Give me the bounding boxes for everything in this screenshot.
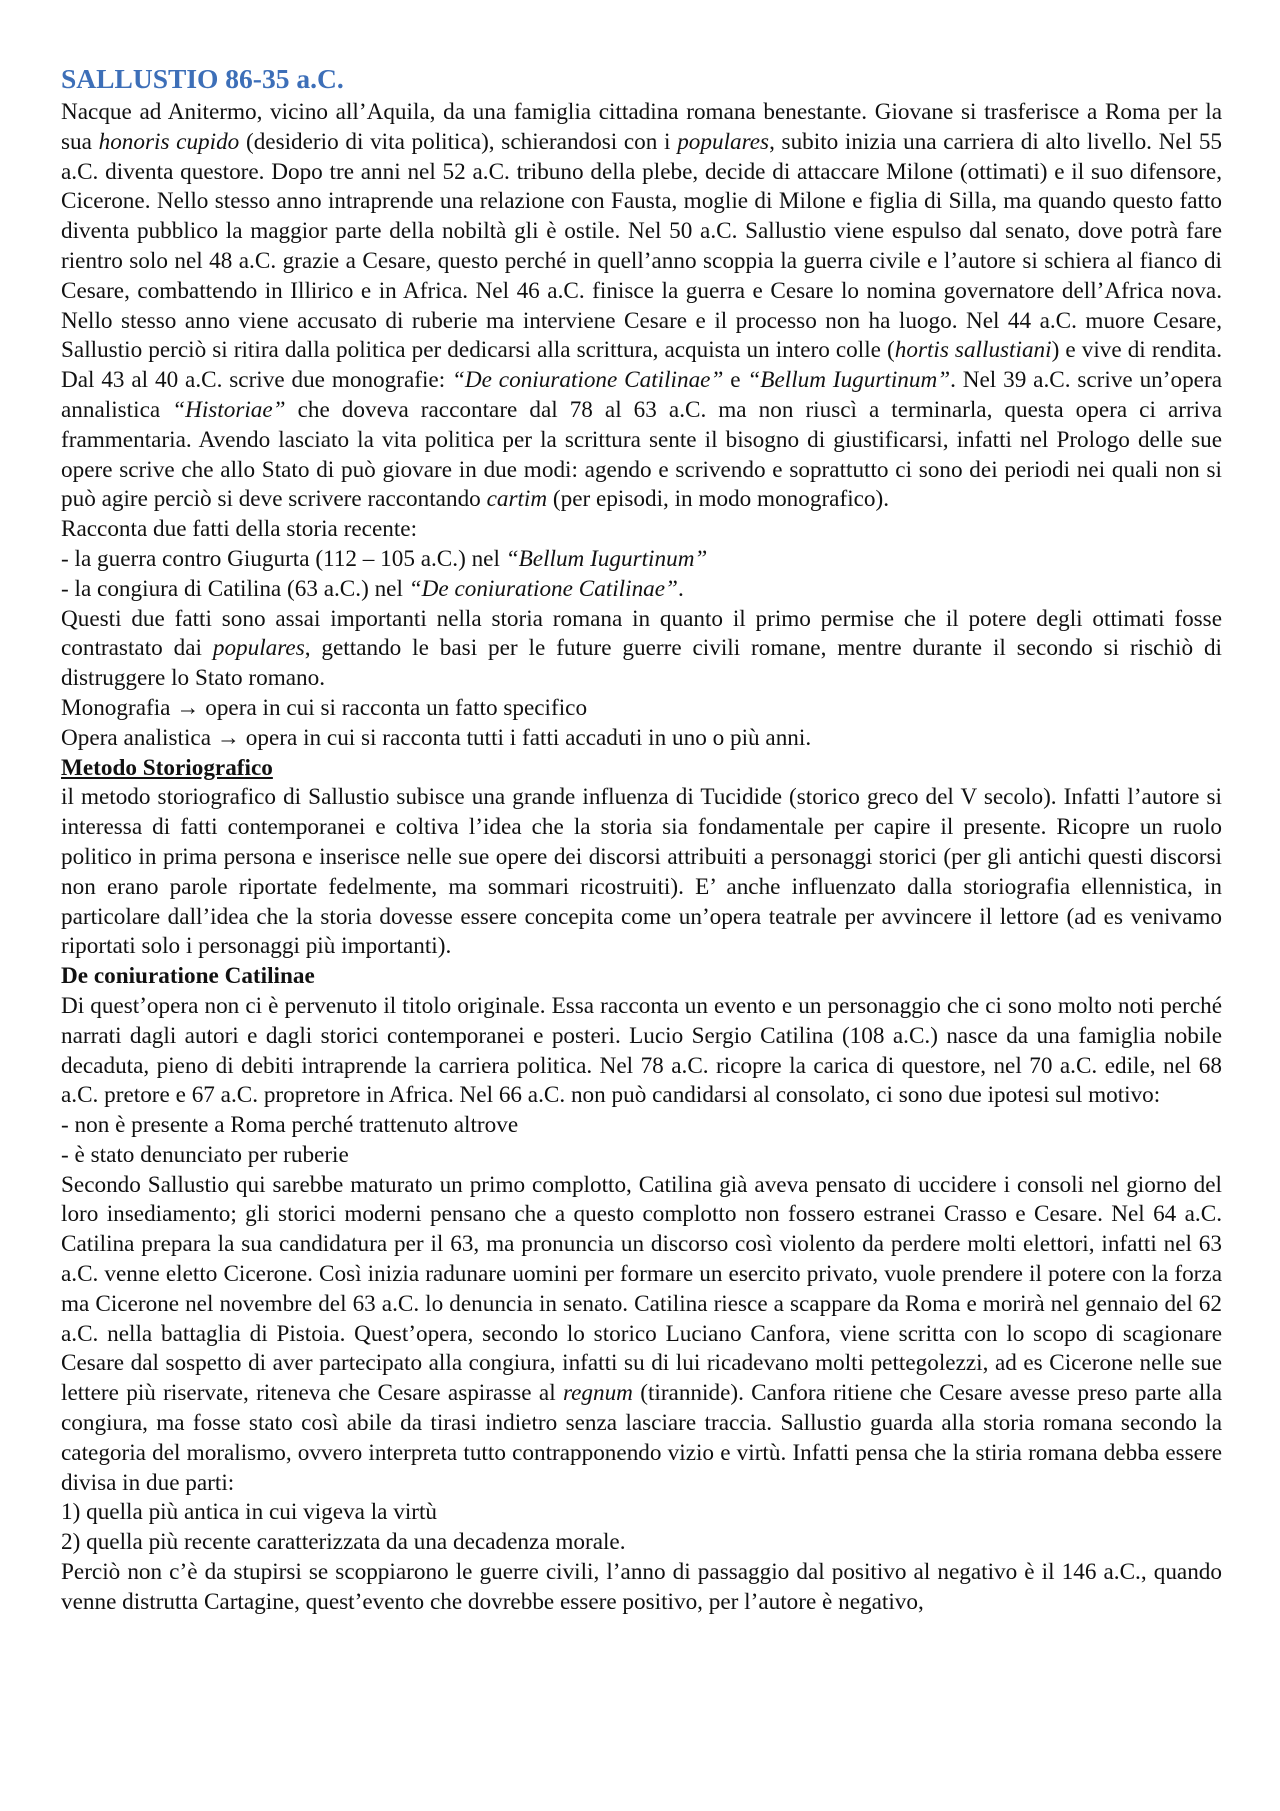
facts-intro: Racconta due fatti della storia recente: (61, 516, 418, 543)
fact-item-catilina: - la congiura di Catilina (63 a.C.) nel “De coniuratione Catilinae”. (61, 575, 684, 602)
definition-monografia: Monografia → opera in cui si racconta un fatto specifico (61, 694, 588, 721)
catilinae-paragraph-2: Secondo Sallustio qui sarebbe maturato un primo complotto, Catilina già aveva pensato di uccidere i consoli nel giorno del loro insediamento; gli storici moderni pensano che a questo complotto non fossero estranei Crasso e Cesare. Nel 64 a.C. Catilina prepara la sua candidatura per il 63, ma pronuncia un discorso così violento da perdere molti elettori, infatti nel 63 a.C. venne eletto Cicerone. Così inizia radunare uomini per formare un esercito privato, vuole prendere il potere con la forza ma Cicerone nel novembre del 63 a.C. lo denuncia in senato. Catilina riesce a scappare da Roma e morirà nel gennaio del 62 a.C. nella battaglia di Pistoia. Quest’opera, secondo lo storico Luciano Canfora, viene scritta con lo scopo di scagionare Cesare dal sospetto di aver partecipato alla congiura, infatti su di lui ricadevano molti pettegolezzi, ad es Cicerone nelle sue lettere più riservate, riteneva che Cesare aspirasse al regnum (tirannide). Canfora ritiene che Cesare avesse preso parte alla congiura, ma fosse stato così abile da tirasi indietro senza lasciare traccia. Sallustio guarda alla storia romana secondo la categoria del moralismo, ovvero interpreta tutto contrapponendo vizio e virtù. Infatti pensa che la stiria romana debba essere divisa in due parti: (61, 1171, 1222, 1496)
catilinae-paragraph-1: Di quest’opera non ci è pervenuto il titolo originale. Essa racconta un evento e un personaggio che ci sono molto noti perché narrati dagli autori e dagli storici contemporanei e posteri. Lucio Sergio Catilina (108 a.C.) nasce da una famiglia nobile decaduta, pieno di debiti intraprende la carriera politica. Nel 78 a.C. ricopre la carica di questore, nel 70 a.C. edile, nel 68 a.C. pretore e 67 a.C. propretore in Africa. Nel 66 a.C. non può candidarsi al consolato, ci sono due ipotesi sul motivo: (61, 992, 1222, 1109)
intro-paragraph: Nacque ad Anitermo, vicino all’Aquila, da una famiglia cittadina romana benestante. Giovane si trasferisce a Roma per la sua honoris cupido (desiderio di vita politica), schierandosi con i populares, subito inizia una carriera di alto livello. Nel 55 a.C. diventa questore. Dopo tre anni nel 52 a.C. tribuno della plebe, decide di attaccare Milone (ottimati) e il suo difensore, Cicerone. Nello stesso anno intraprende una relazione con Fausta, moglie di Milone e figlia di Silla, ma quando questo fatto diventa pubblico la maggior parte della nobiltà gli è ostile. Nel 50 a.C. Sallustio viene espulso dal senato, dove potrà fare rientro solo nel 48 a.C. grazie a Cesare, questo perché in quell’anno scoppia la guerra civile e l’autore si schiera al fianco di Cesare, combattendo in Illirico e in Africa. Nel 46 a.C. finisce la guerra e Cesare lo nomina governatore dell’Africa nova. Nello stesso anno viene accusato di ruberie ma interviene Cesare e il processo non ha luogo. Nel 44 a.C. muore Cesare, Sallustio perciò si ritira dalla politica per dedicarsi alla scrittura, acquista un intero colle (hortis sallustiani) e vive di rendita. Dal 43 al 40 a.C. scrive due monografie: “De coniuratione Catilinae” e “Bellum Iugurtinum”. Nel 39 a.C. scrive un’opera annalistica “Historiae” che doveva raccontare dal 78 al 63 a.C. ma non riuscì a terminarla, questa opera ci arriva frammentaria. Avendo lasciato la vita politica per la scrittura sente il bisogno di giustificarsi, infatti nel Prologo delle sue opere scrive che allo Stato di può giovare in due modi: agendo e scrivendo e soprattutto ci sono dei periodi nei quali non si può agire perciò si deve scrivere raccontando cartim (per episodi, in modo monografico). (61, 99, 1223, 513)
section-heading-catilinae: De coniuratione Catilinae (61, 963, 315, 990)
importance-paragraph: Questi due fatti sono assai importanti nella storia romana in quanto il primo permise che il potere degli ottimati fosse contrastato dai populares, gettando le basi per le future guerre civili romane, mentre durante il secondo si rischiò di distruggere lo Stato romano. (61, 605, 1222, 692)
definition-analistica: Opera analistica → opera in cui si racconta tutti i fatti accaduti in uno o più anni. (61, 724, 812, 751)
history-part-2: 2) quella più recente caratterizzata da una decadenza morale. (61, 1529, 626, 1556)
history-part-1: 1) quella più antica in cui vigeva la virtù (61, 1499, 438, 1526)
metodo-paragraph: il metodo storiografico di Sallustio subisce una grande influenza di Tucidide (storico greco del V secolo). Infatti l’autore si interessa di fatti contemporanei e coltiva l’idea che la storia sia fondamentale per capire il presente. Ricopre un ruolo politico in prima persona e inserisce nelle sue opere dei discorsi attribuiti a personaggi storici (per gli antichi questi discorsi non erano parole riportate fedelmente, ma sommari ricostruiti). E’ anche influenzato dalla storiografia ellennistica, in particolare dall’idea che la storia dovesse essere concepita come un’opera teatrale per avvincere il lettore (ad es venivamo riportati solo i personaggi più importanti). (61, 784, 1222, 960)
page-title: SALLUSTIO 86-35 a.C. (61, 63, 344, 94)
section-heading-metodo: Metodo Storiografico (61, 754, 273, 781)
hypothesis-item-1: - non è presente a Roma perché trattenuto altrove (61, 1112, 519, 1139)
conclusion-paragraph: Perciò non c’è da stupirsi se scoppiarono le guerre civili, l’anno di passaggio dal positivo al negativo è il 146 a.C., quando venne distrutta Cartagine, quest’evento che dovrebbe essere positivo, per l’autore è negativo, (61, 1559, 1222, 1615)
hypothesis-item-2: - è stato denunciato per ruberie (61, 1141, 349, 1168)
fact-item-bellum: - la guerra contro Giugurta (112 – 105 a.C.) nel “Bellum Iugurtinum” (61, 545, 708, 572)
